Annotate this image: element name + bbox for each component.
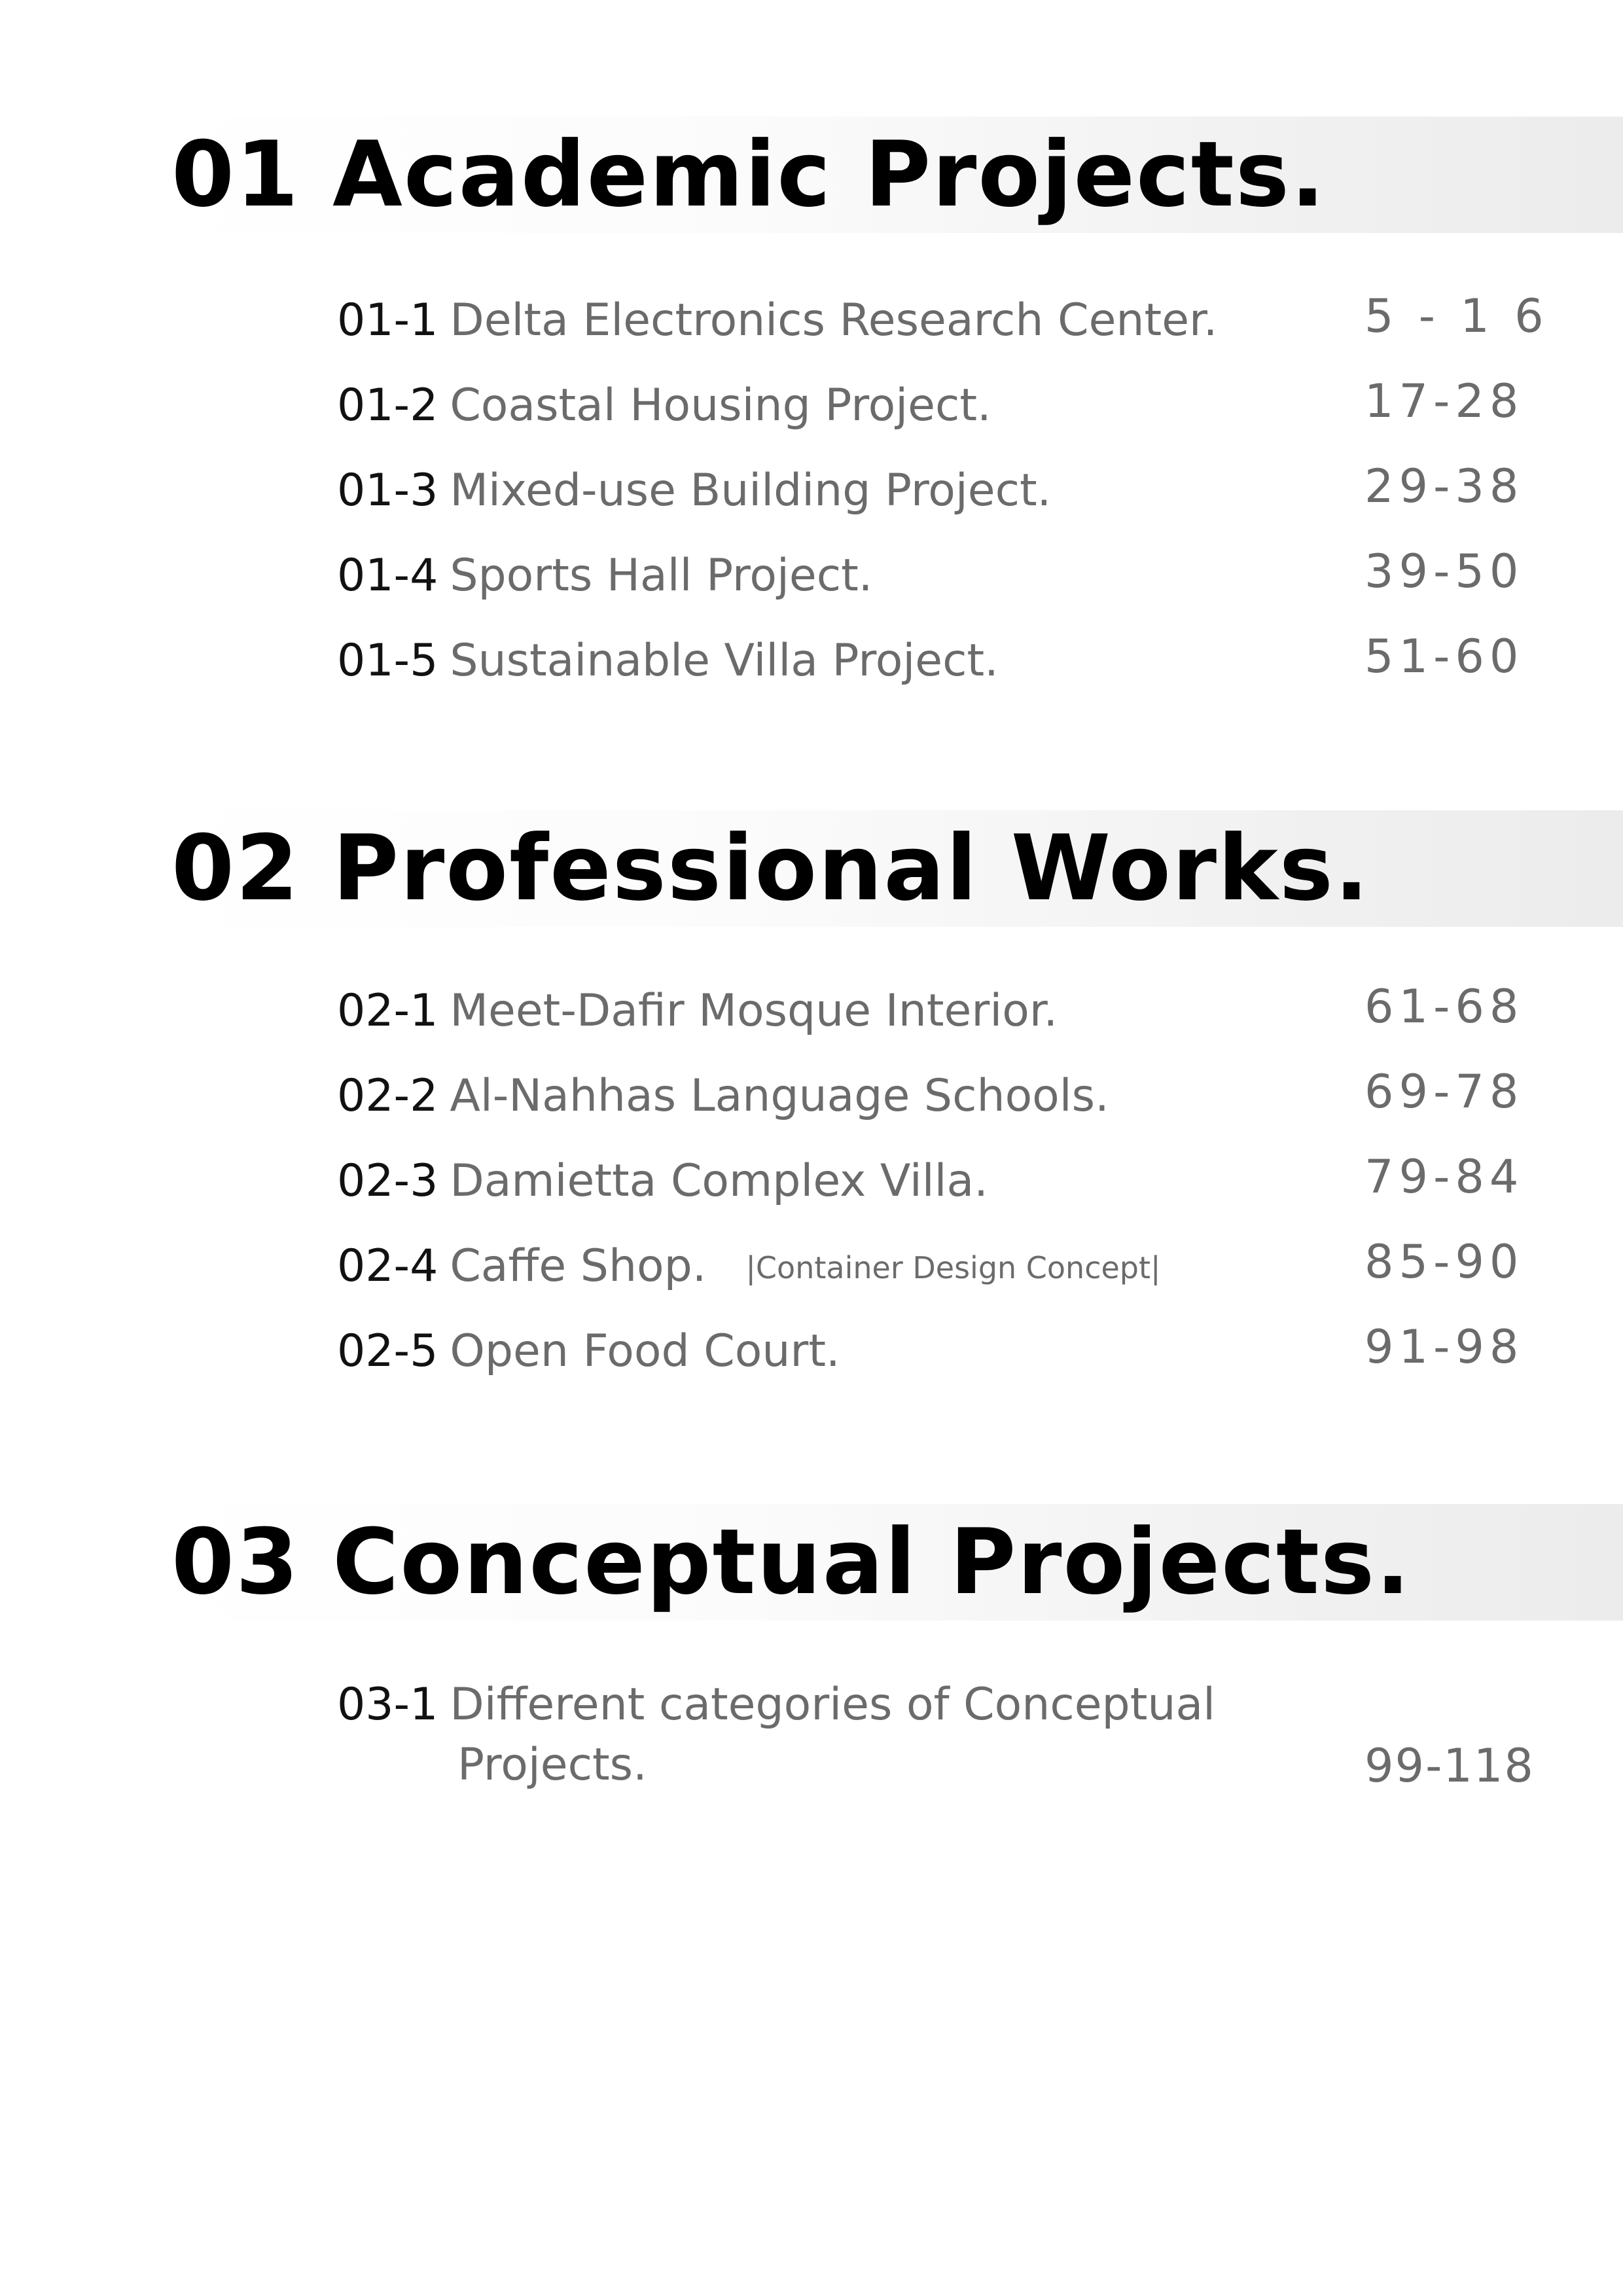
entry-title: Different categories of Conceptual: [450, 1679, 1216, 1731]
toc-entry[interactable]: [337, 459, 1554, 524]
entry-pages: 85-90: [1364, 1235, 1524, 1289]
toc-entry[interactable]: [337, 1679, 1554, 1803]
entry-number: 01-5: [337, 635, 438, 687]
entry-number: 01-4: [337, 550, 438, 601]
entry-title: Caffe Shop.: [450, 1240, 707, 1292]
entry-pages: 91-98: [1364, 1320, 1524, 1374]
entry-pages: 79-84: [1364, 1150, 1524, 1204]
toc-entry[interactable]: [337, 980, 1554, 1044]
toc-entry[interactable]: [337, 1065, 1554, 1129]
toc-entry[interactable]: [337, 1320, 1554, 1384]
entry-title: Mixed-use Building Project.: [450, 465, 1052, 516]
toc-entry[interactable]: [337, 630, 1554, 694]
entry-title: Al-Nahhas Language Schools.: [450, 1070, 1109, 1122]
entry-pages: 5 - 1 6: [1364, 289, 1549, 343]
entry-number: 02-1: [337, 985, 438, 1037]
entry-title-continuation: Projects.: [457, 1739, 647, 1791]
entry-title: Delta Electronics Research Center.: [450, 295, 1218, 346]
toc-entry[interactable]: [337, 1150, 1554, 1214]
section-heading-academic: 01 Academic Projects.: [171, 122, 1327, 227]
entry-number: 02-3: [337, 1155, 438, 1207]
entry-pages: 99-118: [1364, 1739, 1535, 1793]
entry-title: Open Food Court.: [450, 1325, 840, 1377]
entry-pages: 29-38: [1364, 459, 1524, 513]
entry-title: Meet-Dafir Mosque Interior.: [450, 985, 1058, 1037]
section-heading-professional: 02 Professional Works.: [171, 816, 1370, 921]
entry-number: 02-4: [337, 1240, 438, 1292]
entry-title: Sustainable Villa Project.: [450, 635, 999, 687]
toc-entry[interactable]: [337, 545, 1554, 609]
entry-number: 01-3: [337, 465, 438, 516]
entry-pages: 69-78: [1364, 1065, 1524, 1119]
section-heading-conceptual: 03 Conceptual Projects.: [171, 1509, 1412, 1615]
entry-pages: 51-60: [1364, 630, 1524, 683]
entry-pages: 17-28: [1364, 374, 1524, 428]
entry-number: 03-1: [337, 1679, 438, 1731]
entry-pages: 61-68: [1364, 980, 1524, 1033]
entry-note: |Container Design Concept|: [745, 1250, 1161, 1285]
entry-number: 02-2: [337, 1070, 438, 1122]
entry-title: Coastal Housing Project.: [450, 380, 991, 431]
entry-pages: 39-50: [1364, 545, 1524, 598]
toc-entry[interactable]: [337, 374, 1554, 439]
entry-title: Damietta Complex Villa.: [450, 1155, 988, 1207]
entry-number: 01-2: [337, 380, 438, 431]
toc-entry[interactable]: [337, 289, 1554, 353]
entry-number: 01-1: [337, 295, 438, 346]
entry-number: 02-5: [337, 1325, 438, 1377]
entry-title: Sports Hall Project.: [450, 550, 873, 601]
toc-entry[interactable]: [337, 1235, 1554, 1299]
